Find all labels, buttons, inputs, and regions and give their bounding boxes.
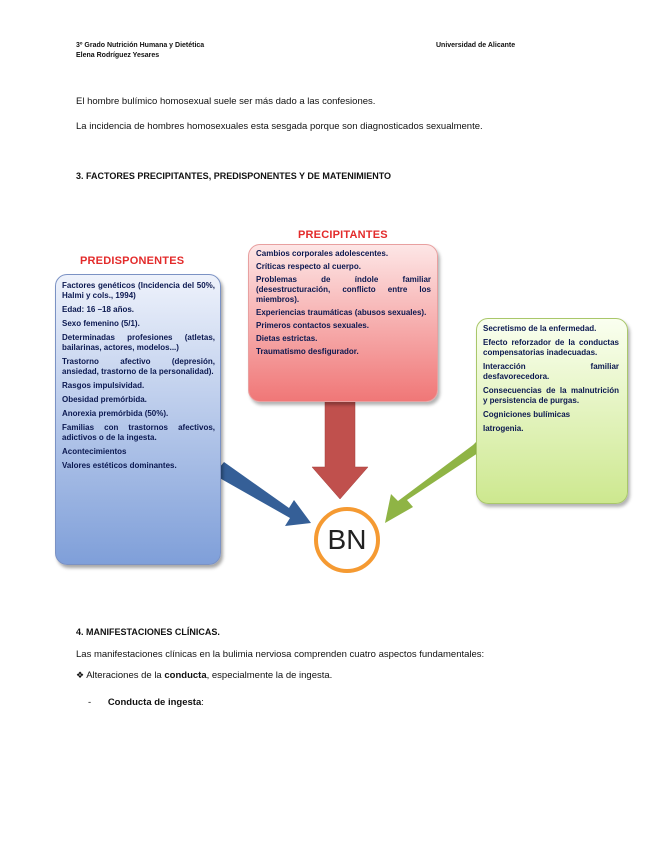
sub-conducta-ingesta: [88, 697, 204, 708]
diamond-bullet-icon: ❖: [76, 670, 85, 680]
predisponentes-item: Trastorno afectivo (depresión, ansiedad, trastorno de la personalidad).: [62, 357, 215, 376]
predisponentes-item: Determinadas profesiones (atletas, bailarinas, actores, modelos...): [62, 333, 215, 352]
mantenimiento-item: Cogniciones bulímicas: [483, 410, 571, 419]
predisponentes-item: Sexo femenino (5/1).: [62, 319, 140, 328]
predisponentes-box: [55, 274, 221, 565]
precipitantes-item: Experiencias traumáticas (abusos sexuales).: [256, 308, 427, 317]
mantenimiento-box: [476, 318, 628, 504]
mantenimiento-item: Iatrogenia.: [483, 424, 524, 433]
red-arrow: [312, 401, 368, 499]
predisponentes-item: Factores genéticos (Incidencia del 50%, Halmi y cols., 1994): [62, 281, 215, 300]
precipitantes-item: Críticas respecto al cuerpo.: [256, 262, 361, 271]
mantenimiento-item: Efecto reforzador de la conductas compensatorias inadecuadas.: [483, 338, 619, 357]
predisponentes-item: Edad: 16 –18 años.: [62, 305, 135, 314]
header-author: Elena Rodríguez Yesares: [76, 52, 160, 59]
precipitantes-title: PRECIPITANTES: [298, 229, 388, 241]
blue-arrow: [216, 462, 311, 526]
bullet-text-pre: Alteraciones de la: [86, 670, 165, 681]
precipitantes-item: Traumatismo desfigurador.: [256, 347, 359, 356]
predisponentes-item: Familias con trastornos afectivos, adictivos o de la ingesta.: [62, 423, 215, 442]
bn-center-circle: BN: [314, 507, 380, 573]
predisponentes-item: Valores estéticos dominantes.: [62, 461, 177, 470]
predisponentes-title: PREDISPONENTES: [80, 255, 185, 267]
precipitantes-box: [248, 244, 438, 402]
precipitantes-item: Problemas de índole familiar (desestructuración, conflicto entre los miembros).: [256, 275, 431, 304]
bullet-conducta: [76, 670, 332, 681]
bullet-text-bold: conducta: [164, 670, 207, 681]
bullet-text-post: , especialmente la de ingesta.: [206, 670, 333, 681]
green-arrow: [385, 442, 481, 523]
section-4-intro: Las manifestaciones clínicas en la bulimia nerviosa comprenden cuatro aspectos fundamentales:: [76, 649, 485, 660]
sub-text-bold: Conducta de ingesta: [107, 697, 202, 708]
precipitantes-item: Cambios corporales adolescentes.: [256, 249, 389, 258]
predisponentes-item: Rasgos impulsividad.: [62, 381, 145, 390]
intro-line-2: La incidencia de hombres homosexuales esta sesgada porque son diagnosticados sexualmente.: [76, 121, 483, 132]
precipitantes-item: Primeros contactos sexuales.: [256, 321, 369, 330]
section-3-title: 3. FACTORES PRECIPITANTES, PREDISPONENTES Y DE MATENIMIENTO: [76, 171, 392, 181]
mantenimiento-item: Consecuencias de la malnutrición y persistencia de purgas.: [483, 386, 619, 405]
sub-text-post: :: [201, 697, 204, 708]
predisponentes-item: Anorexia premórbida (50%).: [62, 409, 169, 418]
header-course: 3º Grado Nutrición Humana y Dietética: [76, 42, 205, 49]
intro-line-1: El hombre bulímico homosexual suele ser más dado a las confesiones.: [76, 96, 376, 107]
section-4-title: 4. MANIFESTACIONES CLÍNICAS.: [76, 627, 220, 637]
mantenimiento-item: Interacción familiar desfavorecedora.: [483, 362, 619, 381]
precipitantes-item: Dietas estrictas.: [256, 334, 318, 343]
mantenimiento-item: Secretismo de la enfermedad.: [483, 324, 597, 333]
dash-bullet-icon: -: [88, 697, 92, 708]
predisponentes-item: Acontecimientos: [62, 447, 127, 456]
predisponentes-item: Obesidad premórbida.: [62, 395, 147, 404]
header-university: Universidad de Alicante: [436, 42, 516, 49]
